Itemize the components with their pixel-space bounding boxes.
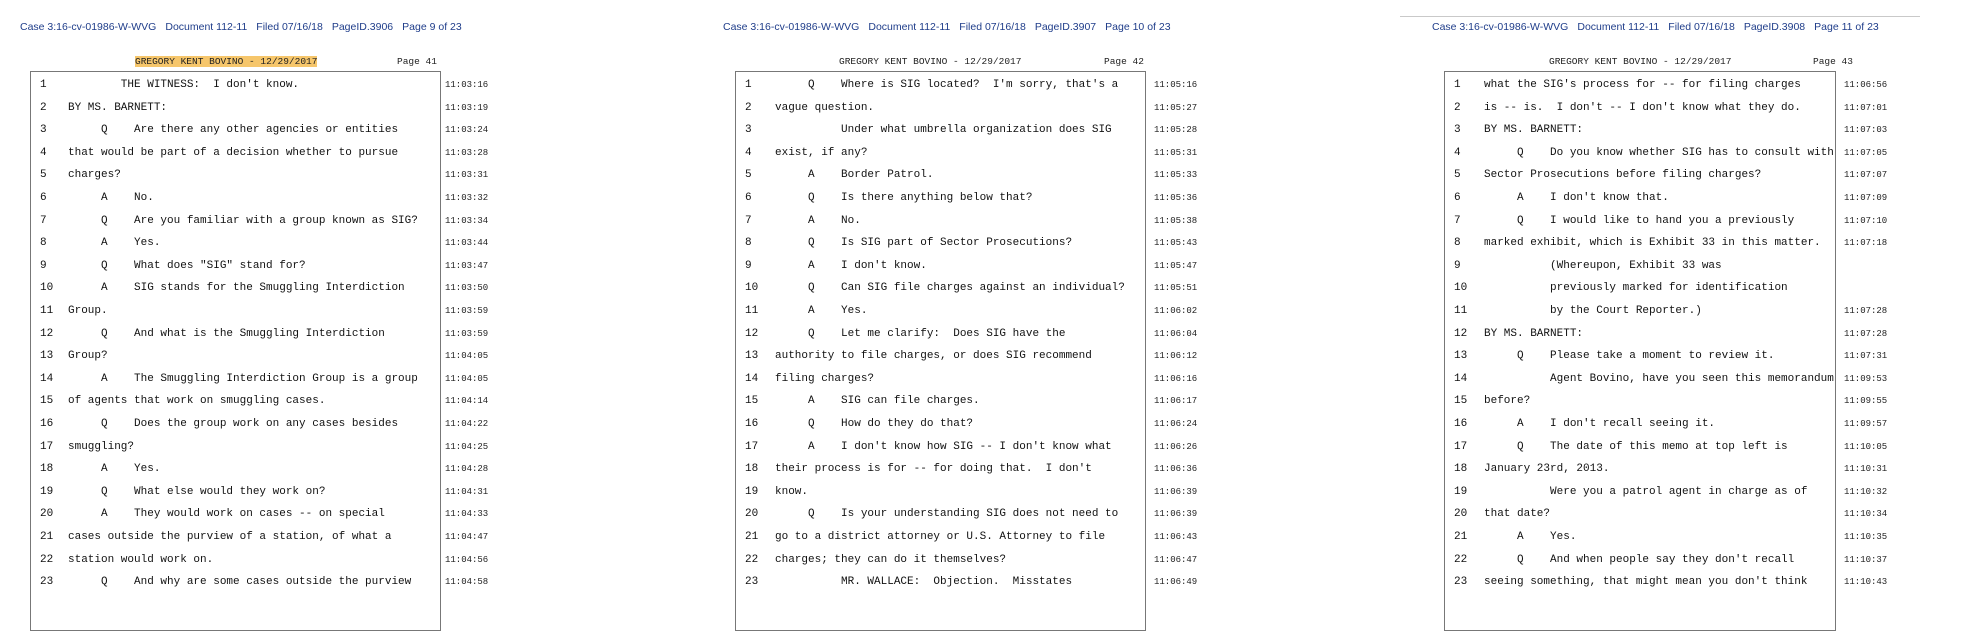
timestamp: 11:05:36 (1154, 193, 1198, 203)
line-text: that would be part of a decision whether to pursue (68, 146, 399, 159)
line-text: seeing something, that might mean you don't think (1484, 576, 1808, 589)
deposition-title: GREGORY KENT BOVINO - 12/29/2017 (839, 56, 1022, 67)
line-text: authority to file charges, or does SIG recommend (775, 350, 1092, 363)
line-number: 22 (1454, 553, 1468, 566)
line-number: 7 (40, 214, 47, 227)
line-text: Q And when people say they don't recall (1484, 553, 1795, 566)
timestamp: 11:07:10 (1844, 215, 1888, 226)
timestamp: 11:07:07 (1844, 170, 1888, 181)
line-text: Q Is there anything below that? (775, 192, 1033, 204)
line-text: A SIG stands for the Smuggling Interdiction (68, 282, 405, 295)
transcript-page-42 (723, 0, 1198, 624)
line-text: of agents that work on smuggling cases. (68, 395, 326, 408)
line-text: BY MS. BARNETT: (68, 101, 168, 114)
timestamp: 11:06:17 (1154, 396, 1198, 407)
timestamp: 11:04:05 (445, 351, 489, 362)
timestamp: 11:03:34 (445, 215, 489, 226)
timestamp: 11:03:28 (445, 147, 489, 158)
document-number: Document 112-11 (165, 21, 248, 33)
deposition-header (1549, 56, 1731, 67)
line-text: A No. (68, 192, 154, 204)
line-text: know. (775, 485, 809, 498)
timestamp: 11:03:59 (445, 306, 489, 316)
timestamp: 11:03:50 (445, 283, 489, 294)
timestamp: 11:09:57 (1844, 419, 1888, 429)
line-text: charges? (68, 169, 121, 182)
timestamp: 11:06:26 (1154, 441, 1198, 452)
line-number: 16 (40, 418, 54, 430)
page-of: Page 10 of 23 (1105, 21, 1171, 33)
line-text: Q Does the group work on any cases besides (68, 418, 399, 430)
line-text: BY MS. BARNETT: (1484, 327, 1584, 340)
timestamp: 11:06:02 (1154, 306, 1198, 316)
line-number: 23 (745, 576, 759, 589)
line-number: 18 (745, 463, 759, 476)
timestamp: 11:07:28 (1844, 306, 1888, 316)
timestamp: 11:07:09 (1844, 193, 1888, 203)
line-number: 3 (1454, 124, 1461, 137)
deposition-title: GREGORY KENT BOVINO - 12/29/2017 (1549, 56, 1732, 67)
timestamp: 11:05:47 (1154, 260, 1198, 271)
line-text: go to a district attorney or U.S. Attorney to file (775, 531, 1106, 543)
line-text: Q And why are some cases outside the purview (68, 576, 412, 589)
line-number: 10 (40, 282, 54, 295)
line-text: Q Do you know whether SIG has to consult with (1484, 146, 1834, 159)
line-text: Under what umbrella organization does SIG (775, 124, 1112, 137)
timestamp: 11:06:56 (1844, 80, 1888, 90)
filed-date: Filed 07/16/18 (1668, 21, 1735, 33)
timestamp: 11:06:49 (1154, 577, 1198, 588)
line-text: A I don't know. (775, 259, 927, 272)
line-text: January 23rd, 2013. (1484, 463, 1610, 476)
line-number: 21 (745, 531, 759, 543)
timestamp: 11:06:39 (1154, 486, 1198, 497)
timestamp: 11:07:18 (1844, 238, 1888, 249)
deposition-page-number: Page 43 (1813, 56, 1853, 67)
transcript-page-43 (1432, 0, 1922, 624)
line-number: 1 (40, 79, 47, 91)
line-text: Q Are there any other agencies or entities (68, 124, 399, 137)
line-number: 4 (1454, 146, 1461, 159)
timestamp: 11:04:56 (445, 554, 489, 565)
line-number: 16 (1454, 418, 1468, 430)
line-number: 20 (40, 508, 54, 521)
timestamp: 11:05:51 (1154, 283, 1198, 294)
line-text: A No. (775, 214, 861, 227)
timestamp: 11:04:25 (445, 441, 489, 452)
line-number: 16 (745, 418, 759, 430)
line-number: 7 (1454, 214, 1461, 227)
line-number: 22 (40, 553, 54, 566)
line-number: 14 (40, 372, 54, 385)
timestamp: 11:07:03 (1844, 125, 1888, 136)
line-number: 2 (1454, 101, 1461, 114)
line-text: A Yes. (1484, 531, 1577, 543)
timestamp: 11:07:28 (1844, 328, 1888, 339)
timestamp: 11:10:32 (1844, 486, 1888, 497)
line-number: 9 (40, 259, 47, 272)
line-text: before? (1484, 395, 1531, 408)
timestamp: 11:04:47 (445, 532, 489, 542)
timestamp: 11:03:24 (445, 125, 489, 136)
timestamp: 11:05:27 (1154, 102, 1198, 113)
line-text: (Whereupon, Exhibit 33 was (1484, 259, 1722, 272)
line-number: 11 (1454, 305, 1468, 317)
page-of: Page 9 of 23 (402, 21, 462, 33)
line-number: 1 (745, 79, 752, 91)
timestamp: 11:10:43 (1844, 577, 1888, 588)
timestamp: 11:04:28 (445, 464, 489, 475)
line-text: Sector Prosecutions before filing charges? (1484, 169, 1762, 182)
line-number: 23 (40, 576, 54, 589)
line-number: 17 (40, 440, 54, 453)
line-text: A Yes. (68, 237, 161, 250)
line-number: 5 (1454, 169, 1461, 182)
line-text: Q The date of this memo at top left is (1484, 440, 1788, 453)
line-text: A I don't know how SIG -- I don't know what (775, 440, 1112, 453)
timestamp: 11:05:16 (1154, 80, 1198, 90)
timestamp: 11:04:14 (445, 396, 489, 407)
timestamp: 11:04:22 (445, 419, 489, 429)
deposition-header (839, 56, 1021, 67)
line-number: 10 (1454, 282, 1468, 295)
line-text: A Border Patrol. (775, 169, 934, 182)
case-header (723, 21, 1180, 33)
line-number: 6 (745, 192, 752, 204)
line-number: 20 (745, 508, 759, 521)
line-number: 10 (745, 282, 759, 295)
page-id: PageID.3907 (1034, 21, 1097, 33)
line-text: station would work on. (68, 553, 214, 566)
timestamp: 11:07:05 (1844, 147, 1888, 158)
line-text: charges; they can do it themselves? (775, 553, 1007, 566)
line-text: Q Can SIG file charges against an individual? (775, 282, 1125, 295)
document-number: Document 112-11 (1577, 21, 1660, 33)
line-number: 14 (1454, 372, 1468, 385)
line-number: 17 (1454, 440, 1468, 453)
timestamp: 11:04:31 (445, 486, 489, 497)
line-number: 13 (745, 350, 759, 363)
timestamp: 11:05:31 (1154, 147, 1198, 158)
line-text: Q I would like to hand you a previously (1484, 214, 1795, 227)
line-number: 3 (745, 124, 752, 137)
page-of: Page 11 of 23 (1814, 21, 1879, 33)
line-number: 6 (40, 192, 47, 204)
line-text: Q How do they do that? (775, 418, 974, 430)
line-text: is -- is. I don't -- I don't know what they do. (1484, 101, 1801, 114)
line-number: 8 (1454, 237, 1461, 250)
line-text: marked exhibit, which is Exhibit 33 in this matter. (1484, 237, 1821, 250)
line-text: previously marked for identification (1484, 282, 1788, 295)
line-text: Q What else would they work on? (68, 485, 326, 498)
page-id: PageID.3906 (331, 21, 394, 33)
line-number: 19 (745, 485, 759, 498)
line-number: 6 (1454, 192, 1461, 204)
line-number: 8 (40, 237, 47, 250)
line-text: Q Are you familiar with a group known as SIG? (68, 214, 418, 227)
page-id: PageID.3908 (1743, 21, 1806, 33)
deposition-page-number: Page 42 (1104, 56, 1144, 67)
line-text: A Yes. (775, 305, 868, 317)
line-number: 12 (1454, 327, 1468, 340)
line-number: 23 (1454, 576, 1468, 589)
timestamp: 11:06:04 (1154, 328, 1198, 339)
line-number: 8 (745, 237, 752, 250)
line-number: 5 (40, 169, 47, 182)
line-text: BY MS. BARNETT: (1484, 124, 1584, 137)
timestamp: 11:03:32 (445, 193, 489, 203)
line-number: 21 (40, 531, 54, 543)
line-text: Q Is your understanding SIG does not need to (775, 508, 1119, 521)
line-number: 1 (1454, 79, 1461, 91)
timestamp: 11:10:35 (1844, 532, 1888, 542)
line-number: 9 (1454, 259, 1461, 272)
line-number: 7 (745, 214, 752, 227)
case-id: Case 3:16-cv-01986-W-WVG (1432, 21, 1569, 33)
timestamp: 11:05:33 (1154, 170, 1198, 181)
timestamp: 11:09:53 (1844, 373, 1888, 384)
line-number: 21 (1454, 531, 1468, 543)
timestamp: 11:10:31 (1844, 464, 1888, 475)
line-number: 12 (745, 327, 759, 340)
line-number: 2 (745, 101, 752, 114)
document-number: Document 112-11 (868, 21, 951, 33)
timestamp: 11:03:31 (445, 170, 489, 181)
timestamp: 11:09:55 (1844, 396, 1888, 407)
line-text: their process is for -- for doing that. I don't (775, 463, 1092, 476)
line-number: 15 (745, 395, 759, 408)
line-number: 4 (40, 146, 47, 159)
line-text: A I don't recall seeing it. (1484, 418, 1716, 430)
filed-date: Filed 07/16/18 (256, 21, 323, 33)
line-text: Group. (68, 305, 108, 317)
deposition-header (135, 56, 317, 67)
timestamp: 11:05:43 (1154, 238, 1198, 249)
timestamp: 11:07:31 (1844, 351, 1888, 362)
line-number: 15 (40, 395, 54, 408)
line-number: 12 (40, 327, 54, 340)
line-number: 13 (40, 350, 54, 363)
line-number: 11 (40, 305, 54, 317)
line-text: Q Where is SIG located? I'm sorry, that's a (775, 79, 1119, 91)
line-text: Group? (68, 350, 108, 363)
timestamp: 11:04:05 (445, 373, 489, 384)
line-text: Agent Bovino, have you seen this memorandum (1484, 372, 1834, 385)
line-text: cases outside the purview of a station, of what a (68, 531, 392, 543)
timestamp: 11:03:19 (445, 102, 489, 113)
transcript-page-41 (20, 0, 490, 624)
line-text: A I don't know that. (1484, 192, 1669, 204)
line-text: A The Smuggling Interdiction Group is a group (68, 372, 418, 385)
timestamp: 11:04:58 (445, 577, 489, 588)
timestamp: 11:07:01 (1844, 102, 1888, 113)
line-number: 19 (1454, 485, 1468, 498)
timestamp: 11:06:16 (1154, 373, 1198, 384)
line-number: 20 (1454, 508, 1468, 521)
timestamp: 11:06:39 (1154, 509, 1198, 520)
timestamp: 11:06:36 (1154, 464, 1198, 475)
line-text: smuggling? (68, 440, 135, 453)
line-text: what the SIG's process for -- for filing charges (1484, 79, 1801, 91)
timestamp: 11:06:47 (1154, 554, 1198, 565)
line-number: 2 (40, 101, 47, 114)
line-number: 3 (40, 124, 47, 137)
line-text: filing charges? (775, 372, 875, 385)
line-number: 18 (1454, 463, 1468, 476)
line-number: 19 (40, 485, 54, 498)
line-number: 4 (745, 146, 752, 159)
deposition-page-number: Page 41 (397, 56, 437, 67)
line-number: 18 (40, 463, 54, 476)
line-number: 14 (745, 372, 759, 385)
timestamp: 11:05:28 (1154, 125, 1198, 136)
line-text: Q And what is the Smuggling Interdiction (68, 327, 385, 340)
line-number: 15 (1454, 395, 1468, 408)
line-number: 9 (745, 259, 752, 272)
line-number: 17 (745, 440, 759, 453)
line-text: Were you a patrol agent in charge as of (1484, 485, 1808, 498)
line-text: by the Court Reporter.) (1484, 305, 1702, 317)
line-text: Q Is SIG part of Sector Prosecutions? (775, 237, 1073, 250)
case-header (20, 21, 471, 33)
timestamp: 11:05:38 (1154, 215, 1198, 226)
line-number: 22 (745, 553, 759, 566)
timestamp: 11:10:34 (1844, 509, 1888, 520)
timestamp: 11:06:12 (1154, 351, 1198, 362)
timestamp: 11:03:16 (445, 80, 489, 90)
line-number: 13 (1454, 350, 1468, 363)
timestamp: 11:03:59 (445, 328, 489, 339)
line-text: A Yes. (68, 463, 161, 476)
line-text: A SIG can file charges. (775, 395, 980, 408)
deposition-title: GREGORY KENT BOVINO - 12/29/2017 (135, 56, 318, 67)
timestamp: 11:06:24 (1154, 419, 1198, 429)
case-id: Case 3:16-cv-01986-W-WVG (20, 21, 157, 33)
timestamp: 11:10:05 (1844, 441, 1888, 452)
timestamp: 11:10:37 (1844, 554, 1888, 565)
case-id: Case 3:16-cv-01986-W-WVG (723, 21, 860, 33)
line-text: vague question. (775, 101, 875, 114)
line-text: Q Let me clarify: Does SIG have the (775, 327, 1066, 340)
line-number: 5 (745, 169, 752, 182)
line-text: exist, if any? (775, 146, 868, 159)
timestamp: 11:03:44 (445, 238, 489, 249)
timestamp: 11:04:33 (445, 509, 489, 520)
timestamp: 11:06:43 (1154, 532, 1198, 542)
line-text: that date? (1484, 508, 1551, 521)
timestamp: 11:03:47 (445, 260, 489, 271)
line-number: 11 (745, 305, 759, 317)
line-text: Q What does "SIG" stand for? (68, 259, 306, 272)
filed-date: Filed 07/16/18 (959, 21, 1026, 33)
line-text: Q Please take a moment to review it. (1484, 350, 1775, 363)
case-header (1432, 21, 1888, 33)
line-text: MR. WALLACE: Objection. Misstates (775, 576, 1073, 589)
line-text: A They would work on cases -- on special (68, 508, 385, 521)
line-text: THE WITNESS: I don't know. (68, 79, 300, 91)
